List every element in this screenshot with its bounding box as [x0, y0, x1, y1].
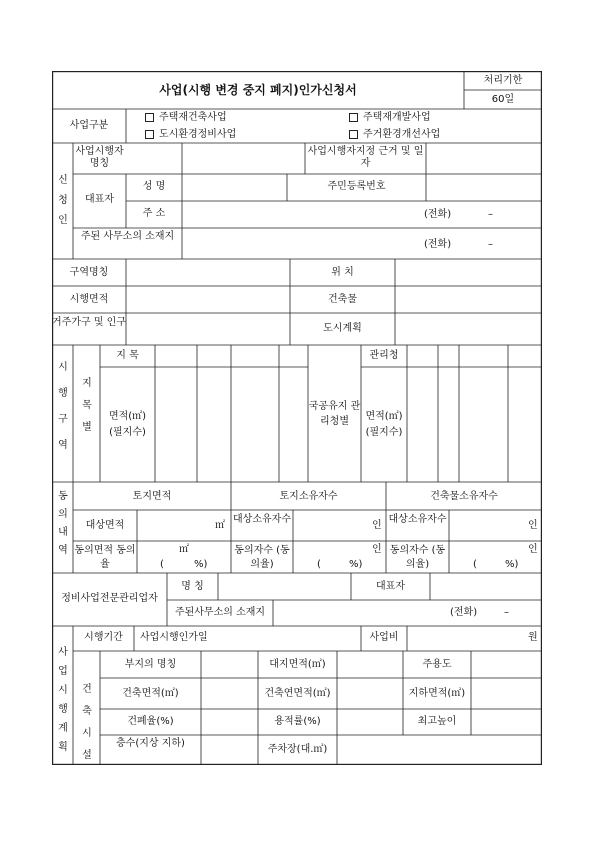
target-area-unit: ㎡ — [215, 520, 225, 531]
manager-phone-label: (전화) — [450, 607, 478, 618]
parking-label: 주차장(대.㎡) — [267, 744, 328, 755]
manager-name-label: 명 칭 — [181, 581, 204, 592]
bldg-agreed-pct-open: ( — [473, 559, 477, 570]
public-land-label: 국공유지 관리청별 — [308, 401, 361, 427]
zone-name-label: 구역명칭 — [69, 267, 109, 278]
agreed-area-unit: ㎡ — [179, 544, 189, 555]
rrn-label: 주민등록번호 — [327, 181, 386, 192]
max-height-label: 최고높이 — [417, 716, 457, 727]
representative-label: 대표자 — [85, 194, 114, 205]
manager-phone-dash: – — [504, 607, 509, 618]
bldg-agreed-pct-close: %) — [505, 559, 519, 570]
office-phone-label: (전화) — [424, 239, 452, 250]
checkbox-icon — [145, 113, 154, 122]
main-use-label: 주용도 — [422, 659, 452, 670]
cost-unit: 원 — [528, 632, 538, 643]
bldg-agreed-owners-unit: 인 — [528, 544, 538, 555]
site-area-label: 면적(㎡) — [108, 411, 147, 422]
agreed-area-pct-open: ( — [160, 559, 164, 570]
land-target-owners-label: 대상소유자수 — [233, 514, 291, 525]
cost-label: 사업비 — [369, 632, 399, 643]
zone-location-label: 위 치 — [331, 267, 354, 278]
option-residential-improvement[interactable]: 주거환경개선사업 — [349, 129, 440, 141]
bldg-target-owners-unit: 인 — [528, 520, 538, 531]
option-housing-redevelopment[interactable]: 주택재개발사업 — [349, 112, 431, 124]
floors-label: 층수(지상 지하) — [116, 738, 185, 749]
bldg-target-owners-label: 대상소유자수 — [388, 514, 447, 525]
designation-basis-label: 사업시행자지정 근거 및 일자 — [307, 146, 424, 169]
by-lot-label: 지목별 — [82, 378, 92, 433]
main-office-label: 주된 사무소의 소재지 — [80, 231, 175, 242]
land-owners-header: 토지소유자수 — [279, 491, 338, 502]
manager-rep-label: 대표자 — [376, 581, 405, 592]
site-name-label: 부지의 명칭 — [124, 659, 177, 670]
target-area-label: 대상면적 — [85, 520, 125, 531]
zone-area-label: 시행면적 — [69, 294, 109, 305]
application-form — [52, 71, 542, 765]
processing-period-value: 60일 — [491, 94, 515, 105]
zone-building-label: 건축물 — [328, 294, 357, 305]
rep-name-label: 성 명 — [142, 181, 166, 192]
checkbox-icon — [349, 113, 358, 122]
checkbox-icon — [349, 130, 358, 139]
rep-address-label: 주 소 — [142, 208, 166, 219]
jimok-label: 지 목 — [116, 350, 139, 361]
land-agreed-pct-close: %) — [349, 559, 363, 570]
building-area-label: 건축면적(㎡) — [122, 688, 179, 699]
consent-side-label: 동의내역 — [58, 491, 68, 556]
site-side-label: 시행구역 — [58, 362, 68, 451]
land-agreed-owners-label: 동의자수 (동의율) — [234, 545, 290, 570]
coverage-label: 건폐율(%) — [127, 716, 174, 727]
agency-label: 관리청 — [369, 350, 399, 361]
rep-phone-label: (전화) — [424, 209, 452, 220]
checkbox-icon — [145, 130, 154, 139]
agreed-area-label: 동의면적 동의율 — [74, 545, 136, 570]
far-label: 용적률(%) — [274, 716, 321, 727]
applicant-side-label: 신청인 — [58, 175, 68, 226]
building-owners-header: 건축물소유자수 — [430, 491, 498, 502]
lot-area-label: 대지면적(㎡) — [269, 659, 326, 670]
plan-side-label: 사업시행계획 — [58, 647, 68, 753]
operator-name-label: 사업시행자 명칭 — [75, 146, 124, 169]
business-type-label: 사업구분 — [69, 120, 109, 131]
manager-office-label: 주된사무소의 소재지 — [174, 607, 266, 618]
bldg-agreed-owners-label: 동의자수 (동의율) — [389, 545, 446, 570]
option-housing-reconstruction[interactable]: 주택재건축사업 — [145, 112, 227, 124]
processing-period-label: 처리기한 — [483, 75, 523, 86]
land-target-owners-unit: 인 — [372, 520, 382, 531]
form-title: 사업(시행 변경 중지 폐지)인가신청서 — [159, 83, 357, 97]
total-floor-area-label: 건축연면적(㎡) — [264, 688, 331, 699]
agency-area-label: 면적(㎡) — [365, 411, 403, 422]
land-agreed-pct-open: ( — [317, 559, 321, 570]
agency-count-label: (필지수) — [365, 427, 403, 438]
land-agreed-owners-unit: 인 — [372, 544, 382, 555]
agreed-area-pct-close: %) — [194, 559, 208, 570]
period-value: 사업시행인가일 — [140, 632, 208, 643]
rep-phone-dash: – — [488, 209, 493, 220]
manager-label: 정비사업전문관리업자 — [61, 593, 158, 604]
urban-plan-label: 도시계획 — [323, 323, 362, 334]
period-label: 시행기간 — [84, 632, 123, 643]
households-label: 거주가구 및 인구 — [52, 317, 126, 328]
office-phone-dash: – — [488, 239, 493, 250]
option-urban-environment[interactable]: 도시환경정비사업 — [145, 129, 236, 141]
land-area-header: 토지면적 — [132, 491, 172, 502]
building-side-label: 건축시설 — [82, 684, 92, 761]
underground-area-label: 지하면적(㎡) — [408, 688, 466, 699]
site-count-label: (필지수) — [109, 427, 146, 438]
